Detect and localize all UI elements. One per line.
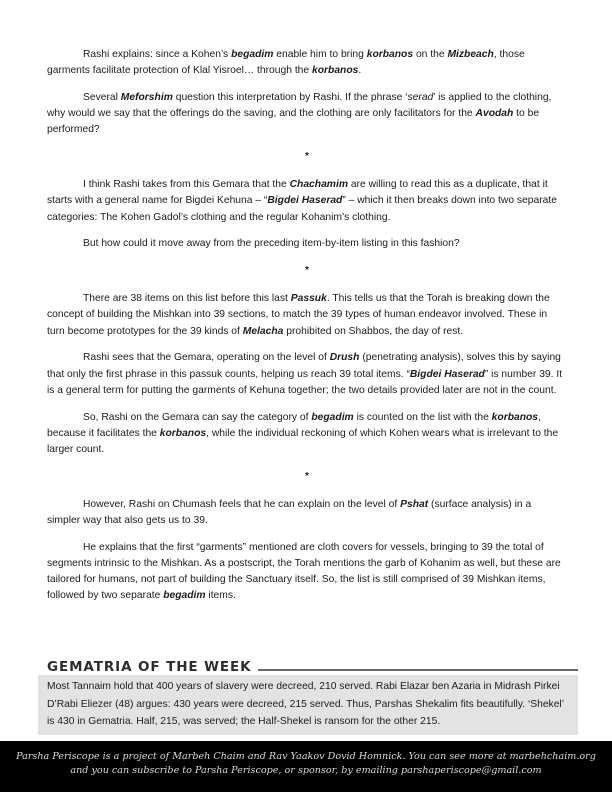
emphasis-term: Avodah: [475, 108, 514, 120]
paragraph: [47, 350, 567, 399]
paragraph: [47, 291, 567, 340]
bold-term: [267, 195, 342, 206]
text-run: are willing to read this as a duplicate, that it starts with a general name for Bigdei Kehuna – “: [47, 179, 548, 207]
bold-term: [160, 428, 206, 439]
bold-term: [291, 293, 327, 304]
paragraph: [47, 47, 567, 79]
text-run: , because it facilitates the: [47, 411, 541, 439]
text-run: (penetrating analysis), solves this by saying that only the first phrase in this passuk counts, helping us reach 39 total items. “: [47, 352, 561, 380]
text-run: But how could it move away from the preceding item-by-item listing in this fashion?: [83, 238, 460, 250]
bold-term: [492, 412, 538, 423]
text-run: He explains that the first “garments” mentioned are cloth covers for vessels, bringing to 39 the total of segments intrinsic to the Mishkan. As a postscript, the Torah mentions the garb of Kohanim as well, but these are tailored for humans, not part of building the Sanctuary itself. So, the list is still comprised of 39 Mishkan items, followed by two separate: [47, 541, 561, 602]
emphasis-term: Bigdei Haserad: [267, 195, 343, 207]
emphasis-term: Pshat: [400, 498, 429, 510]
section-divider: *: [305, 265, 309, 277]
text-run: Rashi explains: since a Kohen’s: [83, 49, 232, 60]
text-run: There are 38 items on this list before this last: [83, 293, 291, 305]
bold-term: [231, 49, 273, 60]
bold-term: [367, 49, 413, 60]
text-run: enable him to bring: [273, 49, 367, 60]
bold-term: [447, 49, 493, 60]
emphasis-term: korbanos: [312, 65, 359, 77]
footer-line-1: Parsha Periscope is a project of Marbeh Chaim and Rav Yaakov Dovid Homnick. You can see more at marbehchaim.org: [16, 751, 596, 762]
text-run: to be performed?: [47, 108, 540, 136]
bold-term: [400, 499, 428, 510]
text-run: Rashi sees that the Gemara, operating on the level of: [83, 352, 330, 364]
italic-term: serad: [407, 92, 434, 103]
emphasis-term: Passuk: [290, 293, 327, 305]
bold-term: [311, 412, 353, 423]
gematria-text: Most Tannaim hold that 400 years of slavery were decreed, 210 served. Rabi Elazar ben Azaria in Midrash Pirkei D’Rabi Eliezer (48) argues: 430 years were decreed, 215 served. Thus, Parshas Shekalim fits beautifully. ‘Shekel’ is 430 in Gematria. Half, 215, was served; the Half-Shekel is ransom for the other 215.: [38, 675, 578, 735]
gematria-section: [38, 653, 578, 735]
bold-term: [476, 108, 514, 119]
emphasis-term: Mizbeach: [447, 49, 494, 60]
text-run: So, Rashi on the Gemara can say the category of: [83, 411, 312, 423]
text-run: Several: [83, 92, 121, 103]
text-run: . This tells us that the Torah is breaking down the concept of building the Mishkan into 39 sections, to match the 39 types of human endeavor involved. These in turn become prototypes for the 39 kinds of: [47, 293, 550, 337]
footer-banner: [0, 741, 612, 792]
text-run: I think Rashi takes from this Gemara that the: [83, 179, 290, 191]
text-run: , while the individual reckoning of which Kohen wears what is irrelevant to the larger count.: [47, 427, 559, 456]
paragraph: [47, 177, 567, 226]
text-run: ” – which it then breaks down into two separate categories: The Kohen Gadol’s clothing and the regular Kohanim’s clothing.: [47, 195, 557, 223]
bold-term: [163, 590, 205, 601]
bold-term: [121, 92, 173, 103]
gematria-title: GEMATRIA OF THE WEEK: [47, 659, 252, 675]
bold-term: [243, 326, 284, 337]
emphasis-term: begadim: [231, 49, 274, 60]
text-run: ” is number 39. It is a general term for putting the garments of Kehuna together; the two details provided later are not in the count.: [47, 368, 563, 396]
bold-term: [290, 179, 348, 190]
section-divider: *: [305, 470, 309, 482]
text-run: is counted on the list with the: [353, 411, 492, 423]
emphasis-term: Melacha: [242, 325, 284, 337]
text-run: (surface analysis) in a simpler way that also gets us to 39.: [47, 498, 532, 527]
footer-line-2: and you can subscribe to Parsha Periscope, or sponsor, by emailing parshaperiscope@gmail.com: [70, 764, 542, 776]
text-run: However, Rashi on Chumash feels that he can explain on the level of: [83, 498, 401, 510]
emphasis-term: korbanos: [159, 427, 207, 439]
emphasis-term: begadim: [163, 590, 206, 602]
article-body: [47, 47, 567, 615]
section-divider: *: [305, 151, 309, 163]
emphasis-term: korbanos: [366, 49, 414, 60]
paragraph: [47, 236, 567, 252]
paragraph: [47, 497, 567, 529]
bold-term: [410, 369, 485, 380]
text-run: on the: [413, 49, 448, 60]
text-run: .: [358, 65, 362, 77]
text-run: question this interpretation by Rashi. If the phrase ‘: [172, 92, 408, 103]
header-rule: [258, 669, 578, 671]
paragraph: [47, 90, 567, 139]
emphasis-term: Drush: [329, 352, 360, 364]
emphasis-term: Chachamim: [289, 179, 348, 191]
emphasis-term: begadim: [311, 411, 354, 423]
text-run: items.: [205, 590, 236, 602]
emphasis-term: korbanos: [491, 411, 539, 423]
bold-term: [330, 352, 360, 363]
gematria-header: [38, 653, 578, 675]
bold-term: [312, 65, 358, 76]
text-run: ’ is applied to the clothing, why would we say that the offerings do the saving, and the clothing are only facilitators for the: [47, 92, 552, 120]
text-run: , those garments facilitate protection of Klal Yisroel… through the: [47, 49, 525, 77]
emphasis-term: Meforshim: [120, 92, 173, 103]
text-run: prohibited on Shabbos, the day of rest.: [283, 325, 464, 337]
emphasis-term: Bigdei Haserad: [409, 368, 485, 380]
paragraph: [47, 540, 567, 605]
paragraph: [47, 410, 567, 459]
